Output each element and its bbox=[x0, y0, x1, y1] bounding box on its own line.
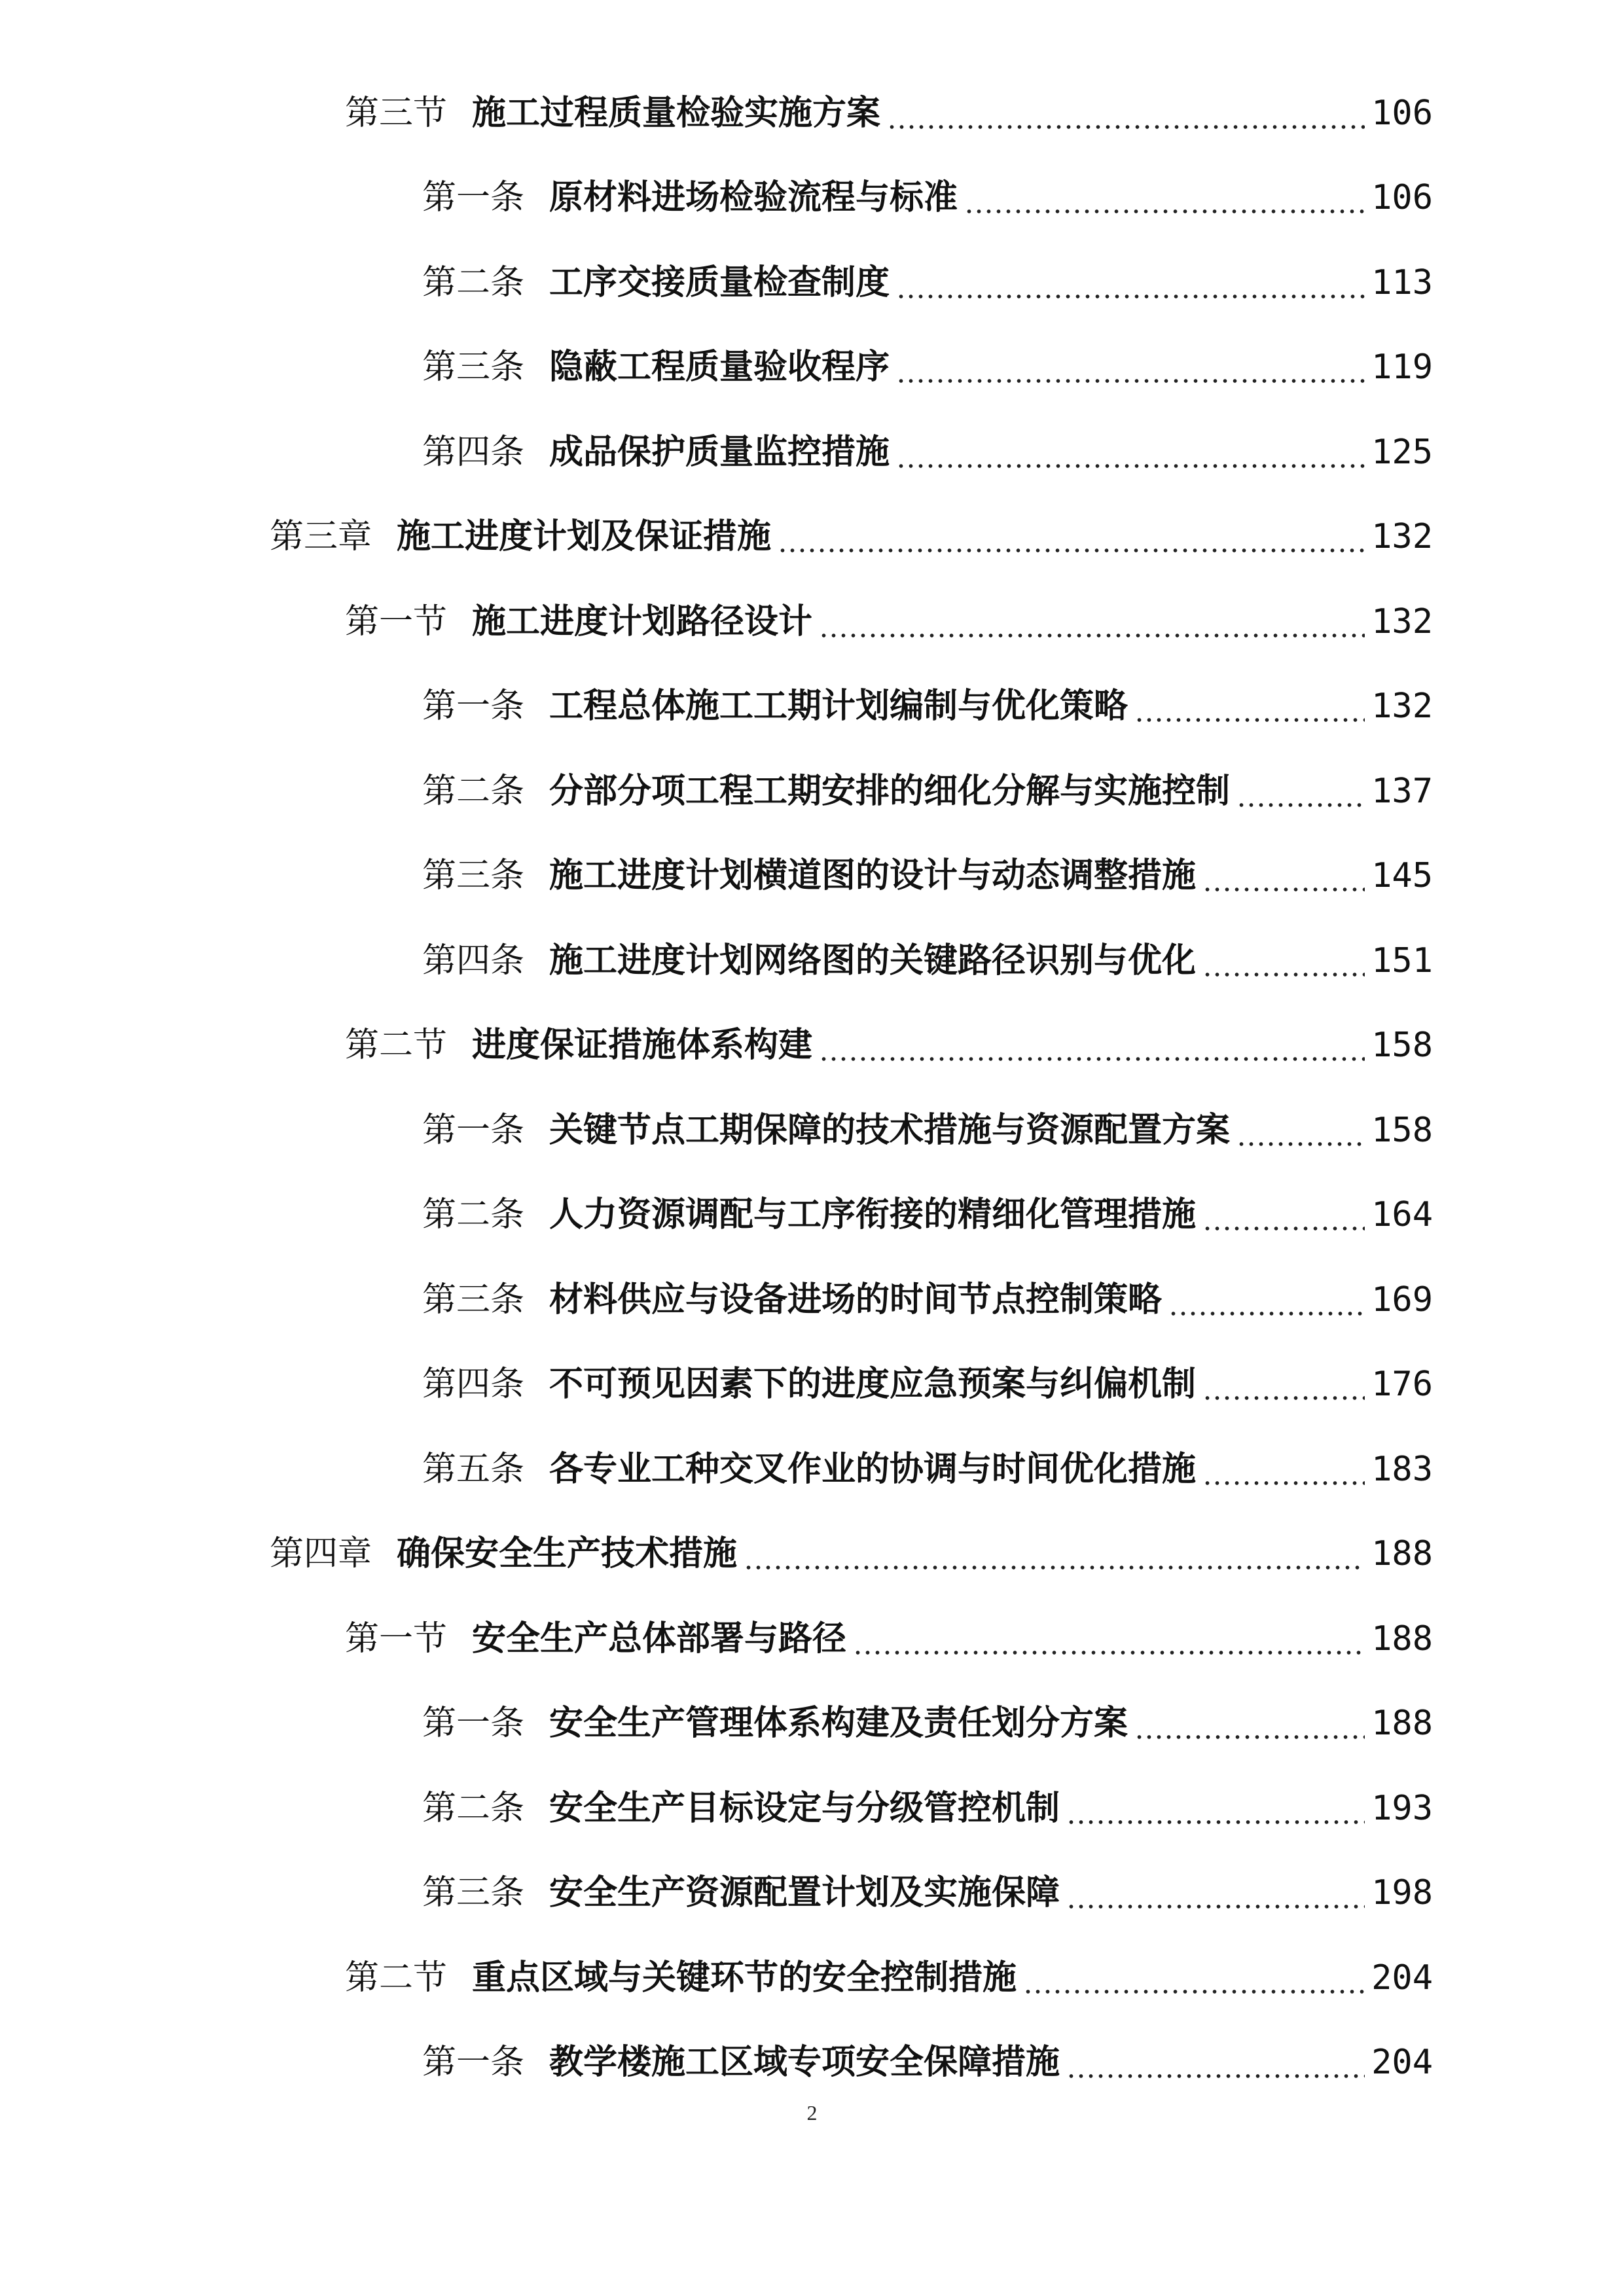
toc-entry-page: 193 bbox=[1371, 1788, 1433, 1828]
toc-dot-leader bbox=[1202, 1363, 1365, 1405]
toc-entry-label: 第一条 bbox=[422, 2043, 525, 2083]
toc-entry-label: 第一节 bbox=[345, 1619, 448, 1659]
toc-entry-label: 第二条 bbox=[422, 771, 525, 811]
toc-dot-leader bbox=[819, 1024, 1365, 1066]
toc-entry-page: 198 bbox=[1371, 1873, 1433, 1913]
toc-dot-leader bbox=[1236, 770, 1365, 812]
toc-dot-leader bbox=[1066, 2041, 1365, 2083]
toc-dot-leader bbox=[896, 431, 1365, 473]
toc-entry[interactable] bbox=[0, 156, 1624, 241]
toc-entry[interactable] bbox=[0, 1427, 1624, 1512]
toc-entry-title: 施工进度计划路径设计 bbox=[472, 601, 813, 641]
toc-entry[interactable] bbox=[0, 1088, 1624, 1173]
toc-entry[interactable] bbox=[0, 579, 1624, 664]
toc-entry[interactable] bbox=[0, 495, 1624, 580]
toc-entry[interactable] bbox=[0, 1681, 1624, 1767]
toc-dot-leader bbox=[1168, 1279, 1365, 1321]
toc-dot-leader bbox=[1066, 1787, 1365, 1829]
toc-entry-title: 人力资源调配与工序衔接的精细化管理措施 bbox=[549, 1194, 1197, 1235]
table-of-contents bbox=[0, 71, 1624, 2105]
toc-entry-title: 成品保护质量监控措施 bbox=[549, 431, 890, 472]
toc-entry-page: 188 bbox=[1371, 1619, 1433, 1659]
toc-entry-label: 第三章 bbox=[270, 517, 372, 557]
toc-entry-page: 169 bbox=[1371, 1280, 1433, 1319]
toc-entry[interactable] bbox=[0, 1003, 1624, 1088]
toc-entry-page: 132 bbox=[1371, 687, 1433, 726]
toc-entry-page: 183 bbox=[1371, 1449, 1433, 1489]
toc-dot-leader bbox=[819, 601, 1365, 643]
toc-entry[interactable] bbox=[0, 834, 1624, 919]
toc-entry-title: 安全生产总体部署与路径 bbox=[472, 1618, 847, 1659]
toc-entry-page: 113 bbox=[1371, 262, 1433, 302]
toc-entry-page: 188 bbox=[1371, 1534, 1433, 1574]
toc-dot-leader bbox=[964, 177, 1365, 219]
toc-entry[interactable] bbox=[0, 918, 1624, 1003]
toc-entry-label: 第二节 bbox=[345, 1026, 448, 1066]
toc-entry-page: 151 bbox=[1371, 941, 1433, 980]
toc-entry-title: 原材料进场检验流程与标准 bbox=[549, 177, 958, 218]
toc-entry-label: 第三条 bbox=[422, 1280, 525, 1319]
toc-entry-label: 第三条 bbox=[422, 1873, 525, 1913]
toc-entry-page: 106 bbox=[1371, 178, 1433, 218]
toc-entry-page: 106 bbox=[1371, 93, 1433, 133]
toc-entry-label: 第四条 bbox=[422, 432, 525, 472]
toc-entry[interactable] bbox=[0, 1342, 1624, 1427]
toc-dot-leader bbox=[853, 1618, 1365, 1660]
toc-entry-page: 132 bbox=[1371, 601, 1433, 641]
toc-entry[interactable] bbox=[0, 1596, 1624, 1681]
toc-entry-title: 施工进度计划横道图的设计与动态调整措施 bbox=[549, 855, 1197, 896]
toc-entry-title: 关键节点工期保障的技术措施与资源配置方案 bbox=[549, 1109, 1231, 1150]
toc-entry-page: 137 bbox=[1371, 771, 1433, 811]
toc-dot-leader bbox=[887, 92, 1365, 134]
toc-entry-page: 145 bbox=[1371, 856, 1433, 896]
toc-entry-title: 隐蔽工程质量验收程序 bbox=[549, 347, 890, 387]
toc-entry-label: 第四条 bbox=[422, 1365, 525, 1405]
toc-entry-title: 不可预见因素下的进度应急预案与纠偏机制 bbox=[549, 1364, 1197, 1405]
toc-entry-title: 确保安全生产技术措施 bbox=[397, 1534, 738, 1574]
toc-entry[interactable] bbox=[0, 1766, 1624, 1851]
toc-entry-page: 176 bbox=[1371, 1365, 1433, 1405]
toc-dot-leader bbox=[1202, 1194, 1365, 1236]
toc-entry-title: 各专业工种交叉作业的协调与时间优化措施 bbox=[549, 1448, 1197, 1489]
toc-entry-label: 第二条 bbox=[422, 262, 525, 302]
toc-dot-leader bbox=[896, 346, 1365, 388]
toc-dot-leader bbox=[1202, 855, 1365, 897]
toc-entry-title: 施工进度计划及保证措施 bbox=[397, 516, 772, 557]
toc-entry-label: 第一条 bbox=[422, 1110, 525, 1150]
toc-entry[interactable] bbox=[0, 2020, 1624, 2106]
toc-entry-label: 第一条 bbox=[422, 178, 525, 218]
toc-entry-page: 125 bbox=[1371, 432, 1433, 472]
toc-entry-label: 第一节 bbox=[345, 601, 448, 641]
toc-entry[interactable] bbox=[0, 749, 1624, 834]
toc-entry-title: 进度保证措施体系构建 bbox=[472, 1025, 813, 1066]
toc-entry-page: 188 bbox=[1371, 1704, 1433, 1744]
toc-entry[interactable] bbox=[0, 71, 1624, 156]
toc-entry-title: 工序交接质量检查制度 bbox=[549, 262, 890, 302]
toc-entry-page: 204 bbox=[1371, 1958, 1433, 1998]
toc-entry-title: 材料供应与设备进场的时间节点控制策略 bbox=[549, 1279, 1163, 1319]
toc-entry-page: 119 bbox=[1371, 348, 1433, 387]
toc-entry-title: 分部分项工程工期安排的细化分解与实施控制 bbox=[549, 770, 1231, 811]
toc-entry[interactable] bbox=[0, 240, 1624, 325]
toc-dot-leader bbox=[778, 516, 1365, 558]
toc-entry-label: 第五条 bbox=[422, 1449, 525, 1489]
toc-entry[interactable] bbox=[0, 1851, 1624, 1936]
toc-dot-leader bbox=[1023, 1957, 1365, 1999]
toc-dot-leader bbox=[744, 1533, 1365, 1575]
toc-dot-leader bbox=[1134, 1702, 1365, 1744]
toc-entry-title: 安全生产管理体系构建及责任划分方案 bbox=[549, 1703, 1128, 1744]
toc-entry[interactable] bbox=[0, 1173, 1624, 1258]
toc-entry-label: 第二条 bbox=[422, 1195, 525, 1235]
toc-entry-label: 第一条 bbox=[422, 687, 525, 726]
toc-entry-title: 安全生产目标设定与分级管控机制 bbox=[549, 1787, 1060, 1828]
toc-entry-title: 安全生产资源配置计划及实施保障 bbox=[549, 1873, 1060, 1913]
page-number: 2 bbox=[806, 2101, 818, 2125]
toc-dot-leader bbox=[1202, 1448, 1365, 1490]
toc-entry-label: 第三条 bbox=[422, 856, 525, 896]
toc-entry-label: 第一条 bbox=[422, 1704, 525, 1744]
toc-entry-label: 第三节 bbox=[345, 93, 448, 133]
toc-entry-page: 132 bbox=[1371, 517, 1433, 557]
toc-entry[interactable] bbox=[0, 1935, 1624, 2020]
toc-dot-leader bbox=[1202, 940, 1365, 982]
toc-entry-page: 158 bbox=[1371, 1110, 1433, 1150]
toc-entry-title: 工程总体施工工期计划编制与优化策略 bbox=[549, 686, 1128, 726]
toc-entry[interactable] bbox=[0, 325, 1624, 410]
toc-entry[interactable] bbox=[0, 1257, 1624, 1342]
toc-entry-label: 第四条 bbox=[422, 941, 525, 980]
toc-dot-leader bbox=[1066, 1872, 1365, 1914]
toc-entry[interactable] bbox=[0, 664, 1624, 749]
toc-entry-label: 第二节 bbox=[345, 1958, 448, 1998]
toc-entry-page: 164 bbox=[1371, 1195, 1433, 1235]
toc-entry-label: 第四章 bbox=[270, 1534, 372, 1574]
toc-entry-label: 第二条 bbox=[422, 1788, 525, 1828]
toc-dot-leader bbox=[1236, 1109, 1365, 1151]
toc-dot-leader bbox=[1134, 685, 1365, 727]
toc-entry-page: 204 bbox=[1371, 2043, 1433, 2083]
toc-entry-page: 158 bbox=[1371, 1026, 1433, 1066]
toc-entry-title: 施工进度计划网络图的关键路径识别与优化 bbox=[549, 940, 1197, 980]
toc-entry-title: 重点区域与关键环节的安全控制措施 bbox=[472, 1957, 1017, 1998]
toc-entry-title: 教学楼施工区域专项安全保障措施 bbox=[549, 2042, 1060, 2083]
toc-entry-title: 施工过程质量检验实施方案 bbox=[472, 92, 881, 133]
toc-entry-label: 第三条 bbox=[422, 348, 525, 387]
toc-dot-leader bbox=[896, 262, 1365, 304]
toc-entry[interactable] bbox=[0, 410, 1624, 495]
toc-entry[interactable] bbox=[0, 1512, 1624, 1597]
